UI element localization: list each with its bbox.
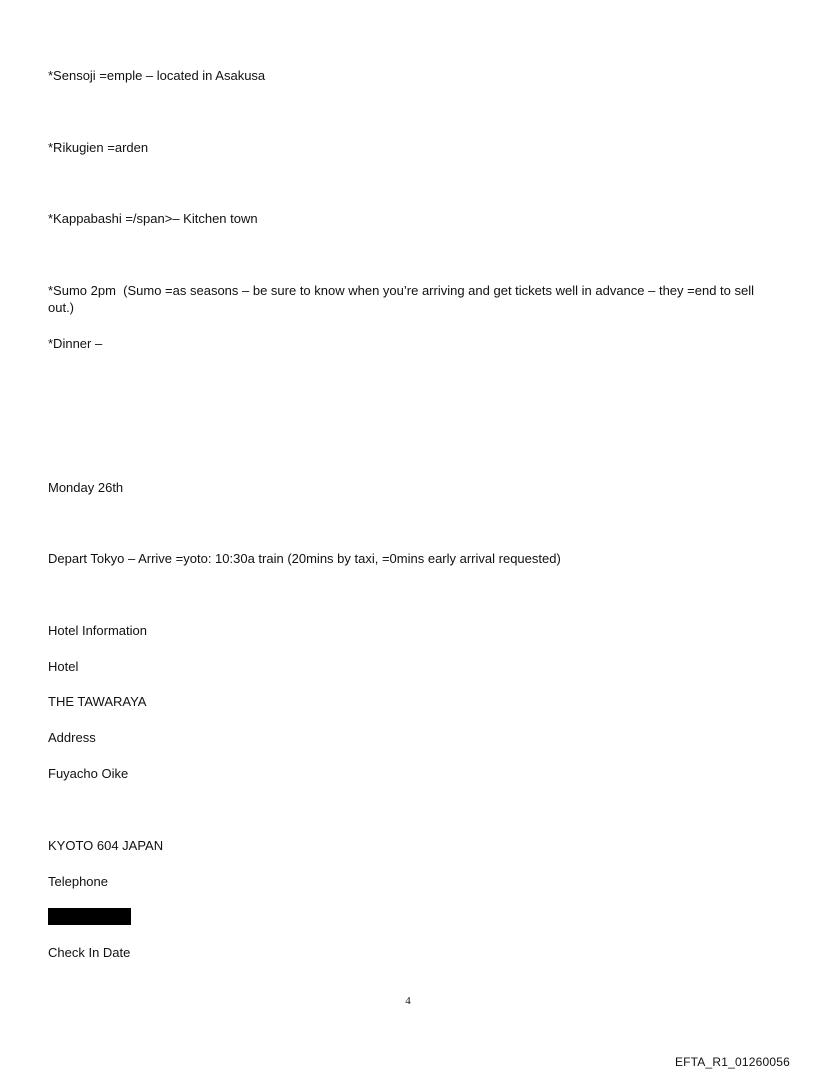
redacted-telephone: [48, 908, 131, 925]
hotel-label: Hotel: [48, 659, 79, 674]
itinerary-item-rikugien: *Rikugien =arden: [48, 140, 149, 155]
itinerary-item-sensoji: *Sensoji =emple – located in Asakusa: [48, 68, 266, 83]
telephone-label: Telephone: [48, 874, 108, 889]
hotel-name: THE TAWARAYA: [48, 694, 147, 709]
address-line-2: KYOTO 604 JAPAN: [48, 838, 164, 853]
address-line-1: Fuyacho Oike: [48, 766, 129, 781]
address-label: Address: [48, 730, 96, 745]
travel-line: Depart Tokyo – Arrive =yoto: 10:30a train (20mins by taxi, =0mins early arrival requested): [48, 551, 561, 566]
bates-number: EFTA_R1_01260056: [674, 1055, 790, 1069]
itinerary-item-sumo: *Sumo 2pm (Sumo =as seasons – be sure to know when you’re arriving and get tickets well in advance – they =end to sell out.): [48, 283, 758, 315]
page-number: 4: [405, 995, 411, 1007]
check-in-date-label: Check In Date: [48, 945, 131, 960]
itinerary-item-dinner: *Dinner –: [48, 336, 103, 351]
hotel-info-heading: Hotel Information: [48, 623, 147, 638]
day-heading: Monday 26th: [48, 480, 124, 495]
itinerary-item-kappabashi: *Kappabashi =/span>– Kitchen town: [48, 211, 258, 226]
